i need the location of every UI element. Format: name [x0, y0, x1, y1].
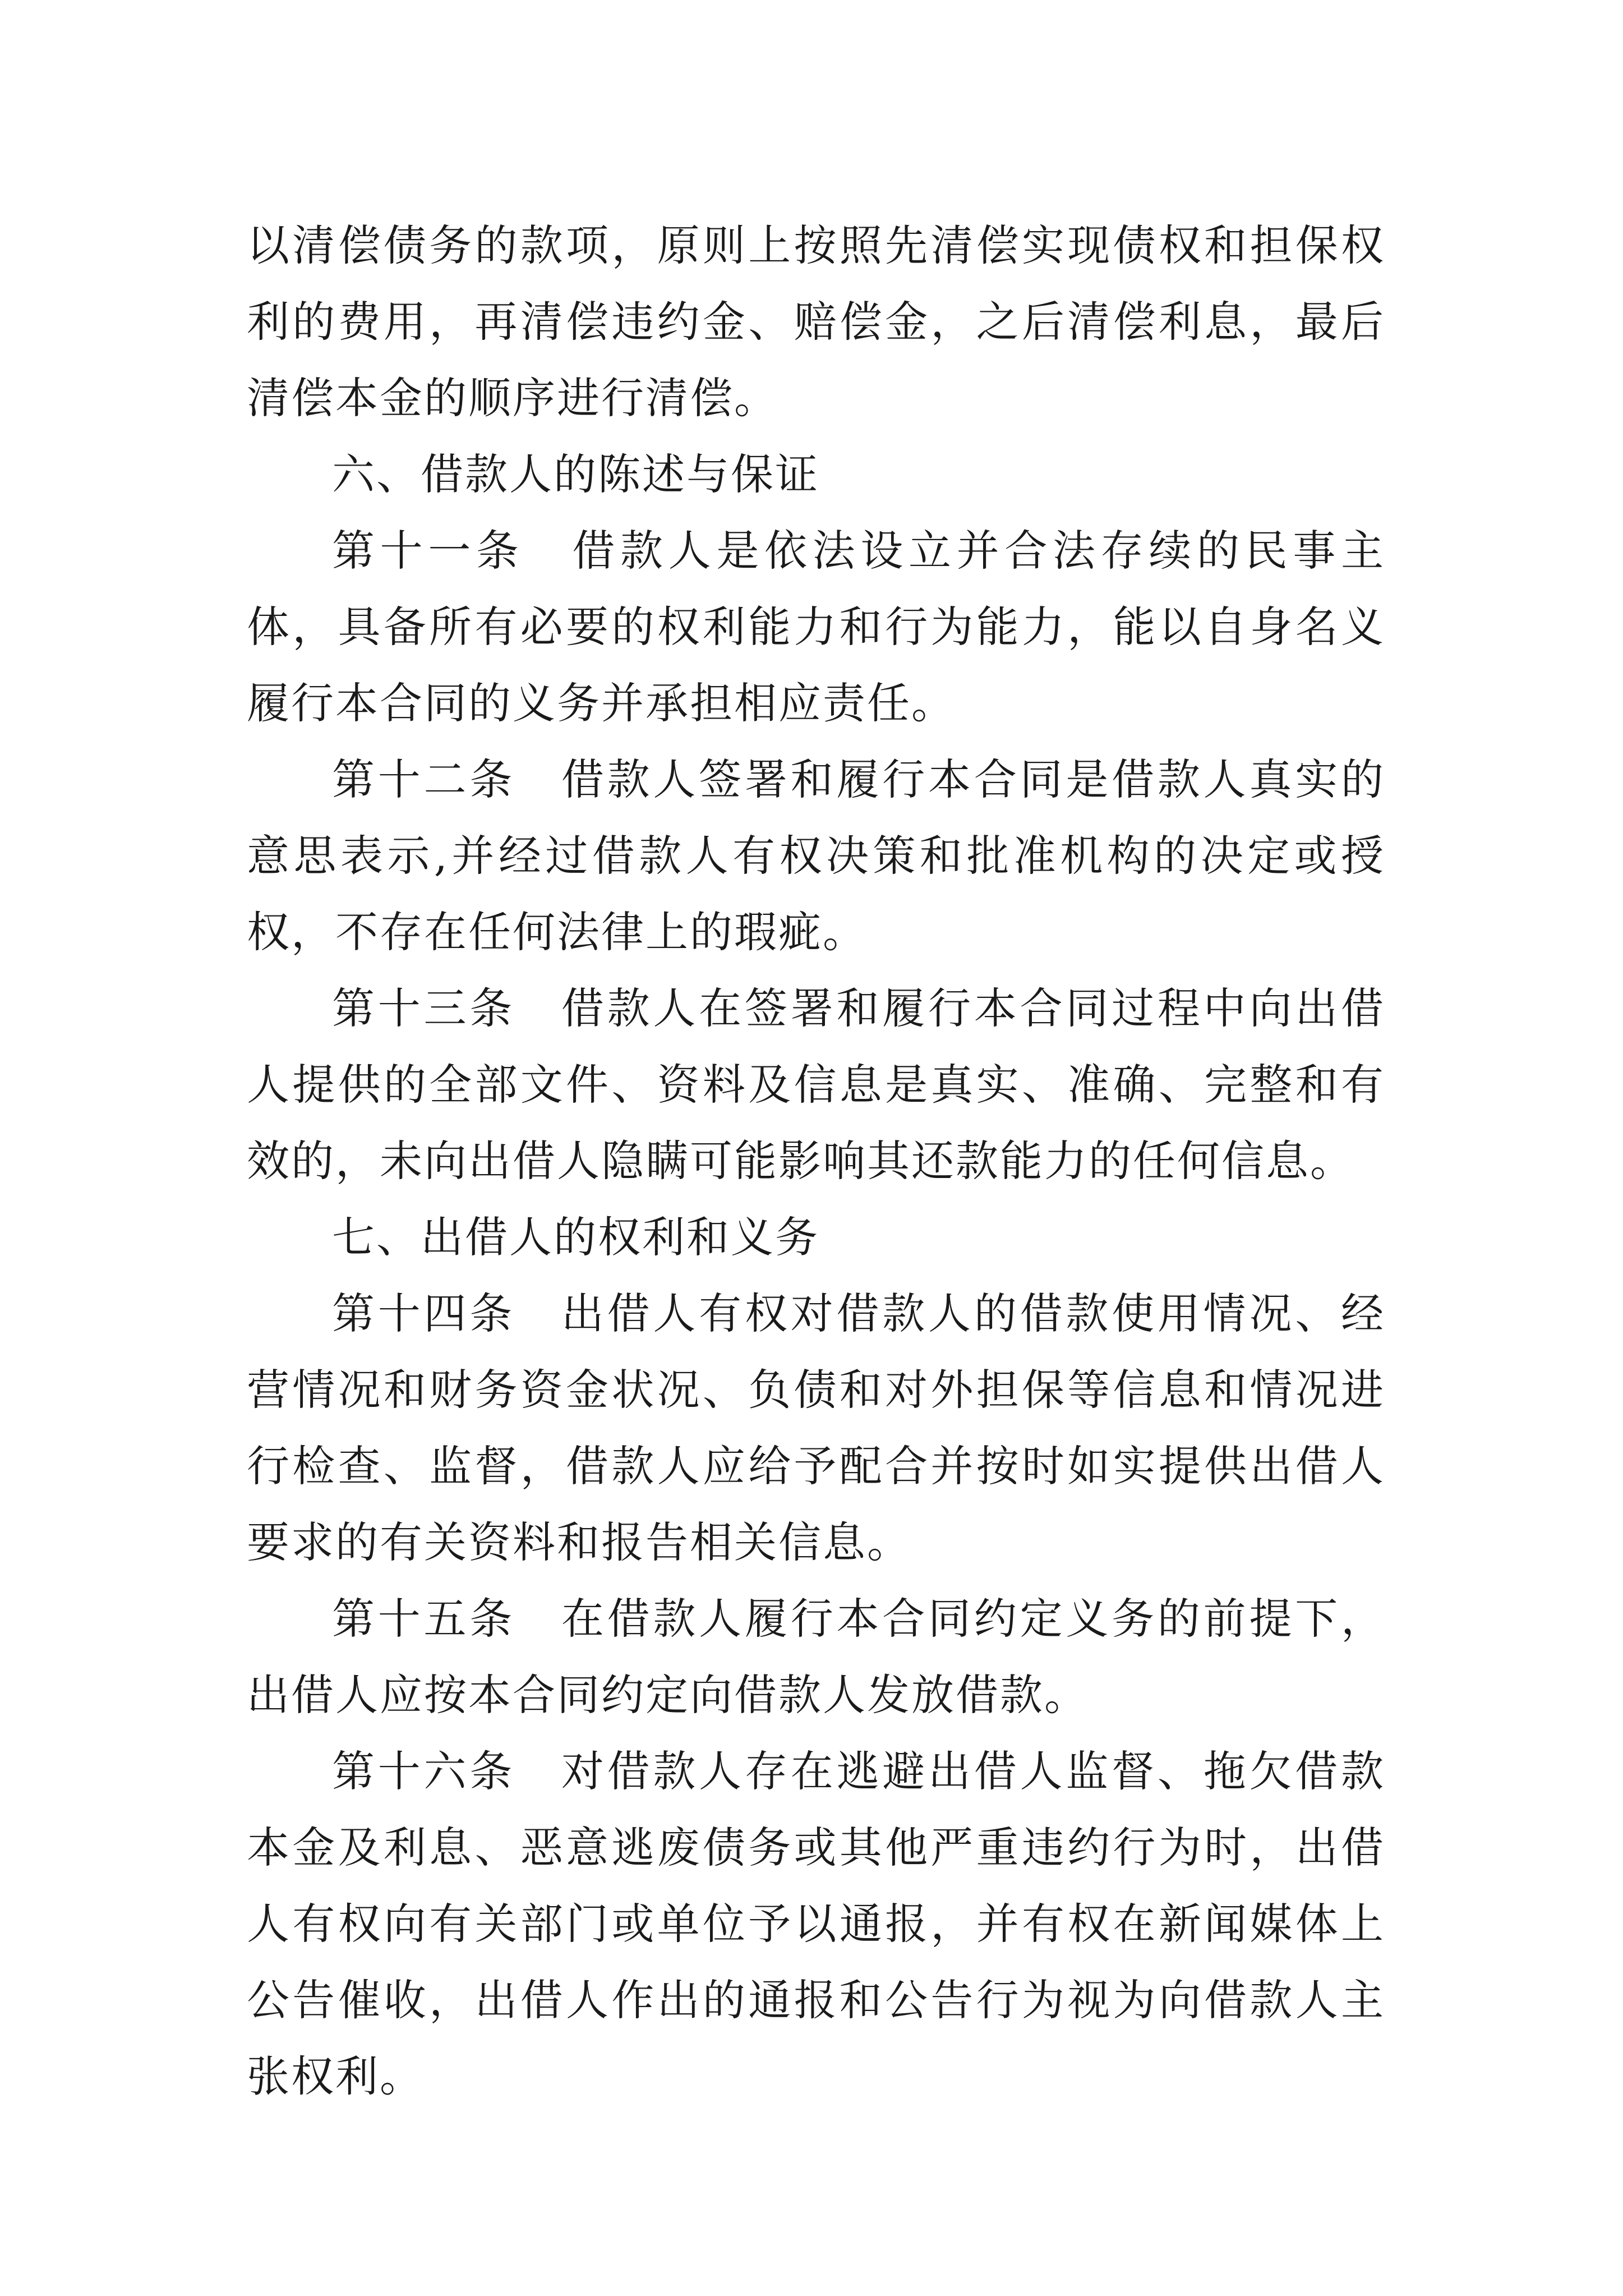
- article-11: 第十一条 借款人是依法设立并合法存续的民事主体，具备所有必要的权利能力和行为能力，能以自身名义履行本合同的义务并承担相应责任。: [247, 526, 1385, 728]
- article-12: 第十二条 借款人签署和履行本合同是借款人真实的意思表示,并经过借款人有权决策和批准机构的决定或授权，不存在任何法律上的瑕疵。: [247, 754, 1385, 957]
- document-body: [247, 208, 1385, 2115]
- article-14: 第十四条 出借人有权对借款人的借款使用情况、经营情况和财务资金状况、负债和对外担保等信息和情况进行检查、监督，借款人应给予配合并按时如实提供出借人要求的有关资料和报告相关信息。: [247, 1289, 1385, 1567]
- paragraph-intro: 以清偿债务的款项，原则上按照先清偿实现债权和担保权利的费用，再清偿违约金、赔偿金，之后清偿利息，最后清偿本金的顺序进行清偿。: [247, 220, 1385, 423]
- section-heading-seven: 七、出借人的权利和义务: [332, 1212, 819, 1262]
- article-13: 第十三条 借款人在签署和履行本合同过程中向出借人提供的全部文件、资料及信息是真实、准确、完整和有效的，未向出借人隐瞒可能影响其还款能力的任何信息。: [247, 983, 1385, 1186]
- article-15: 第十五条 在借款人履行本合同约定义务的前提下，出借人应按本合同约定向借款人发放借款。: [247, 1594, 1385, 1720]
- section-heading-six: 六、借款人的陈述与保证: [332, 449, 819, 499]
- article-16: 第十六条 对借款人存在逃避出借人监督、拖欠借款本金及利息、恶意逃废债务或其他严重违约行为时，出借人有权向有关部门或单位予以通报，并有权在新闻媒体上公告催收，出借人作出的通报和公告行为视为向借款人主张权利。: [247, 1746, 1385, 2101]
